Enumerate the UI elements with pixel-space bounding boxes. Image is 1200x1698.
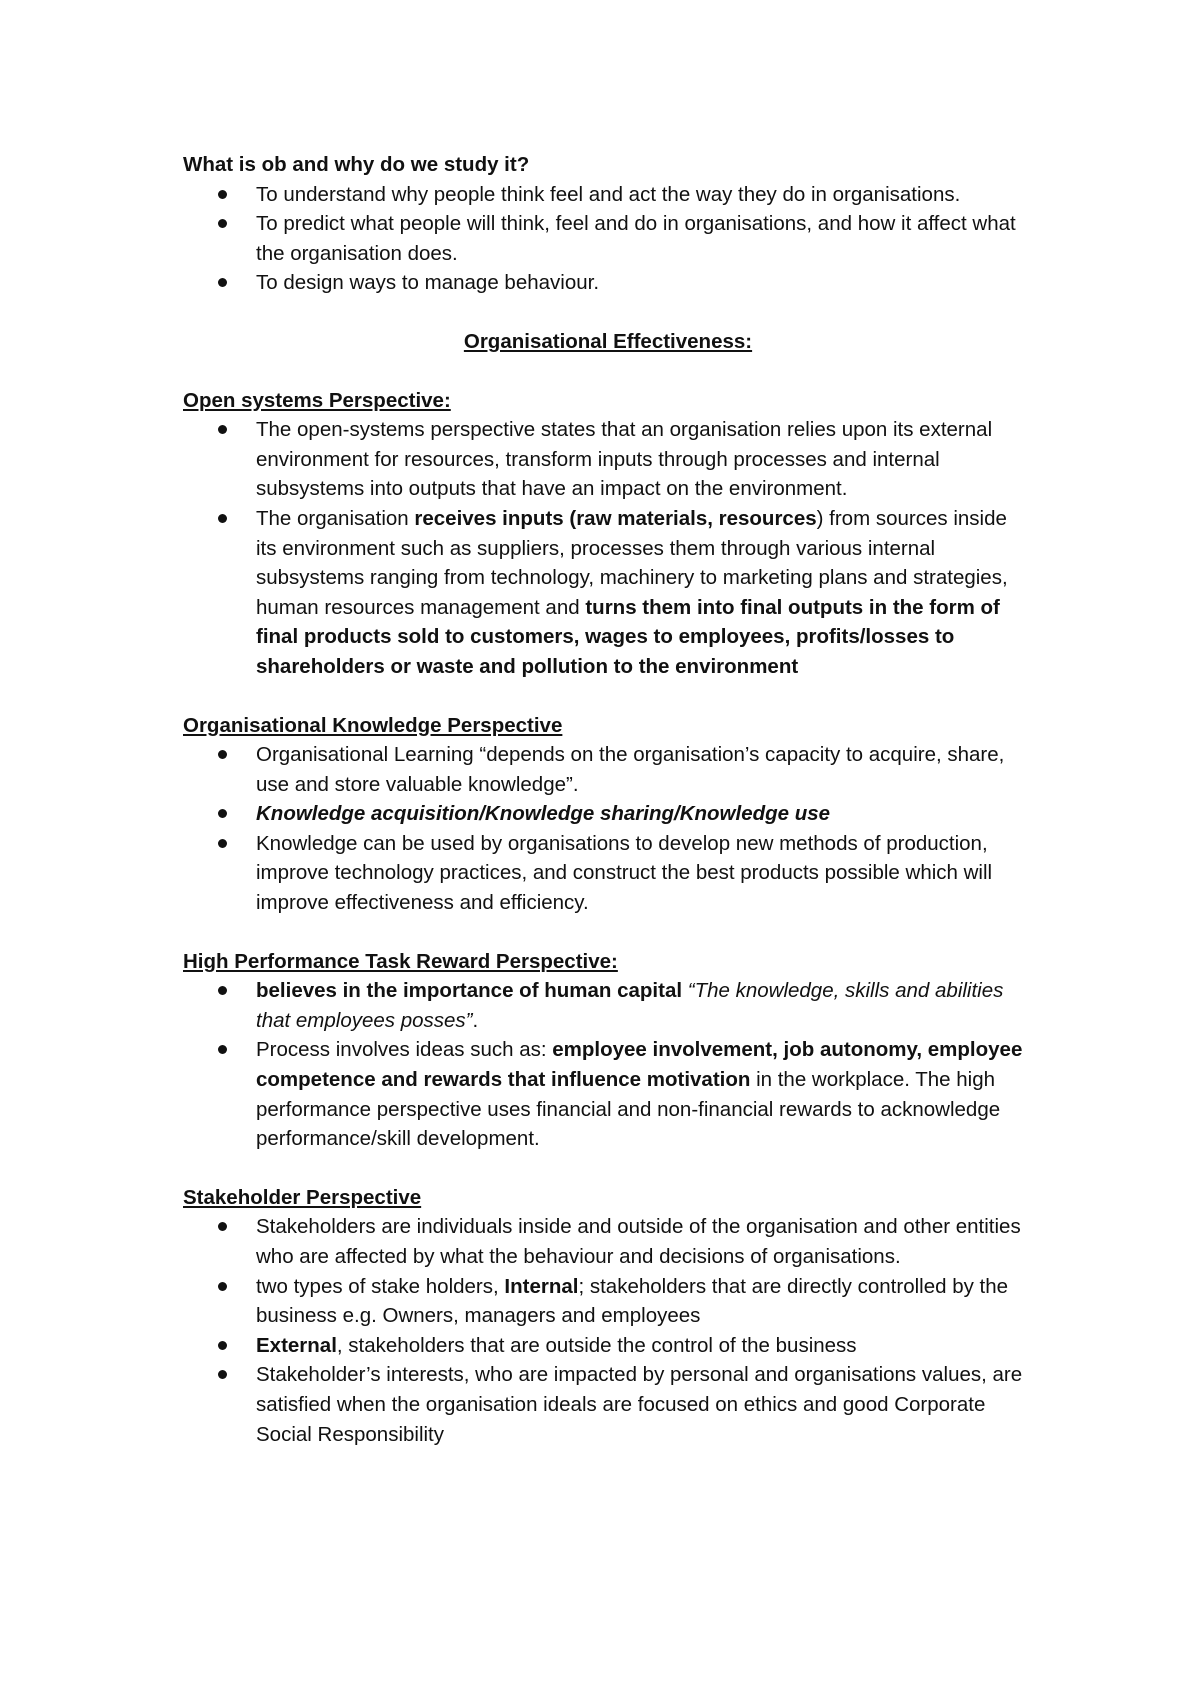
main-title: Organisational Effectiveness: — [463, 329, 753, 353]
section-title: Stakeholder Perspective — [183, 1185, 422, 1209]
bullet-icon — [218, 750, 227, 759]
bullet-icon — [218, 809, 227, 818]
list-item: To understand why people think feel and act the way they do in organisations. — [183, 180, 1033, 210]
section-title: Open systems Perspective: — [183, 388, 451, 412]
intro-list — [183, 180, 1033, 298]
stakeholder-list — [183, 1212, 1033, 1449]
list-item: two types of stake holders, Internal; stakeholders that are directly controlled by the business e.g. Owners, managers and employees — [183, 1272, 1033, 1331]
bullet-icon — [218, 1370, 227, 1379]
document-page — [183, 150, 1033, 1478]
list-item: The organisation receives inputs (raw materials, resources) from sources inside its environment such as suppliers, processes them through various internal subsystems ranging from technology, machinery to marketing plans and strategies, human resources management and turns them into final outputs in the form of final products sold to customers, wages to employees, profits/losses to shareholders or waste and pollution to the environment — [183, 504, 1033, 682]
list-item: Knowledge can be used by organisations to develop new methods of production, improve technology practices, and construct the best products possible which will improve effectiveness and efficiency. — [183, 829, 1033, 918]
bullet-icon — [218, 190, 227, 199]
bullet-icon — [218, 514, 227, 523]
bullet-icon — [218, 425, 227, 434]
list-item: Stakeholder’s interests, who are impacted by personal and organisations values, are satisfied when the organisation ideals are focused on ethics and good Corporate Social Responsibility — [183, 1360, 1033, 1449]
intro-section — [183, 150, 1033, 298]
bullet-icon — [218, 219, 227, 228]
bullet-icon — [218, 986, 227, 995]
knowledge-section — [183, 711, 1033, 918]
high-performance-section — [183, 947, 1033, 1154]
stakeholder-section — [183, 1183, 1033, 1449]
bullet-icon — [218, 839, 227, 848]
list-item: External, stakeholders that are outside the control of the business — [183, 1331, 1033, 1361]
list-item: To design ways to manage behaviour. — [183, 268, 1033, 298]
bullet-icon — [218, 1045, 227, 1054]
high-performance-list — [183, 976, 1033, 1154]
list-item: Process involves ideas such as: employee involvement, job autonomy, employee competence and rewards that influence motivation in the workplace. The high performance perspective uses financial and non-financial rewards to acknowledge performance/skill development. — [183, 1035, 1033, 1153]
list-item: Organisational Learning “depends on the organisation’s capacity to acquire, share, use and store valuable knowledge”. — [183, 740, 1033, 799]
bullet-icon — [218, 1341, 227, 1350]
open-systems-section — [183, 386, 1033, 682]
list-item: believes in the importance of human capital “The knowledge, skills and abilities that employees posses”. — [183, 976, 1033, 1035]
section-title: Organisational Knowledge Perspective — [183, 713, 563, 737]
open-systems-list — [183, 415, 1033, 681]
intro-heading: What is ob and why do we study it? — [183, 153, 530, 176]
bullet-icon — [218, 1282, 227, 1291]
bullet-icon — [218, 1222, 227, 1231]
list-item: The open-systems perspective states that an organisation relies upon its external environment for resources, transform inputs through processes and internal subsystems into outputs that have an impact on the environment. — [183, 415, 1033, 504]
bullet-icon — [218, 278, 227, 287]
list-item: To predict what people will think, feel and do in organisations, and how it affect what the organisation does. — [183, 209, 1033, 268]
knowledge-list — [183, 740, 1033, 918]
list-item: Stakeholders are individuals inside and outside of the organisation and other entities who are affected by what the behaviour and decisions of organisations. — [183, 1212, 1033, 1271]
section-title: High Performance Task Reward Perspective: — [183, 949, 618, 973]
list-item: Knowledge acquisition/Knowledge sharing/Knowledge use — [183, 799, 1033, 829]
